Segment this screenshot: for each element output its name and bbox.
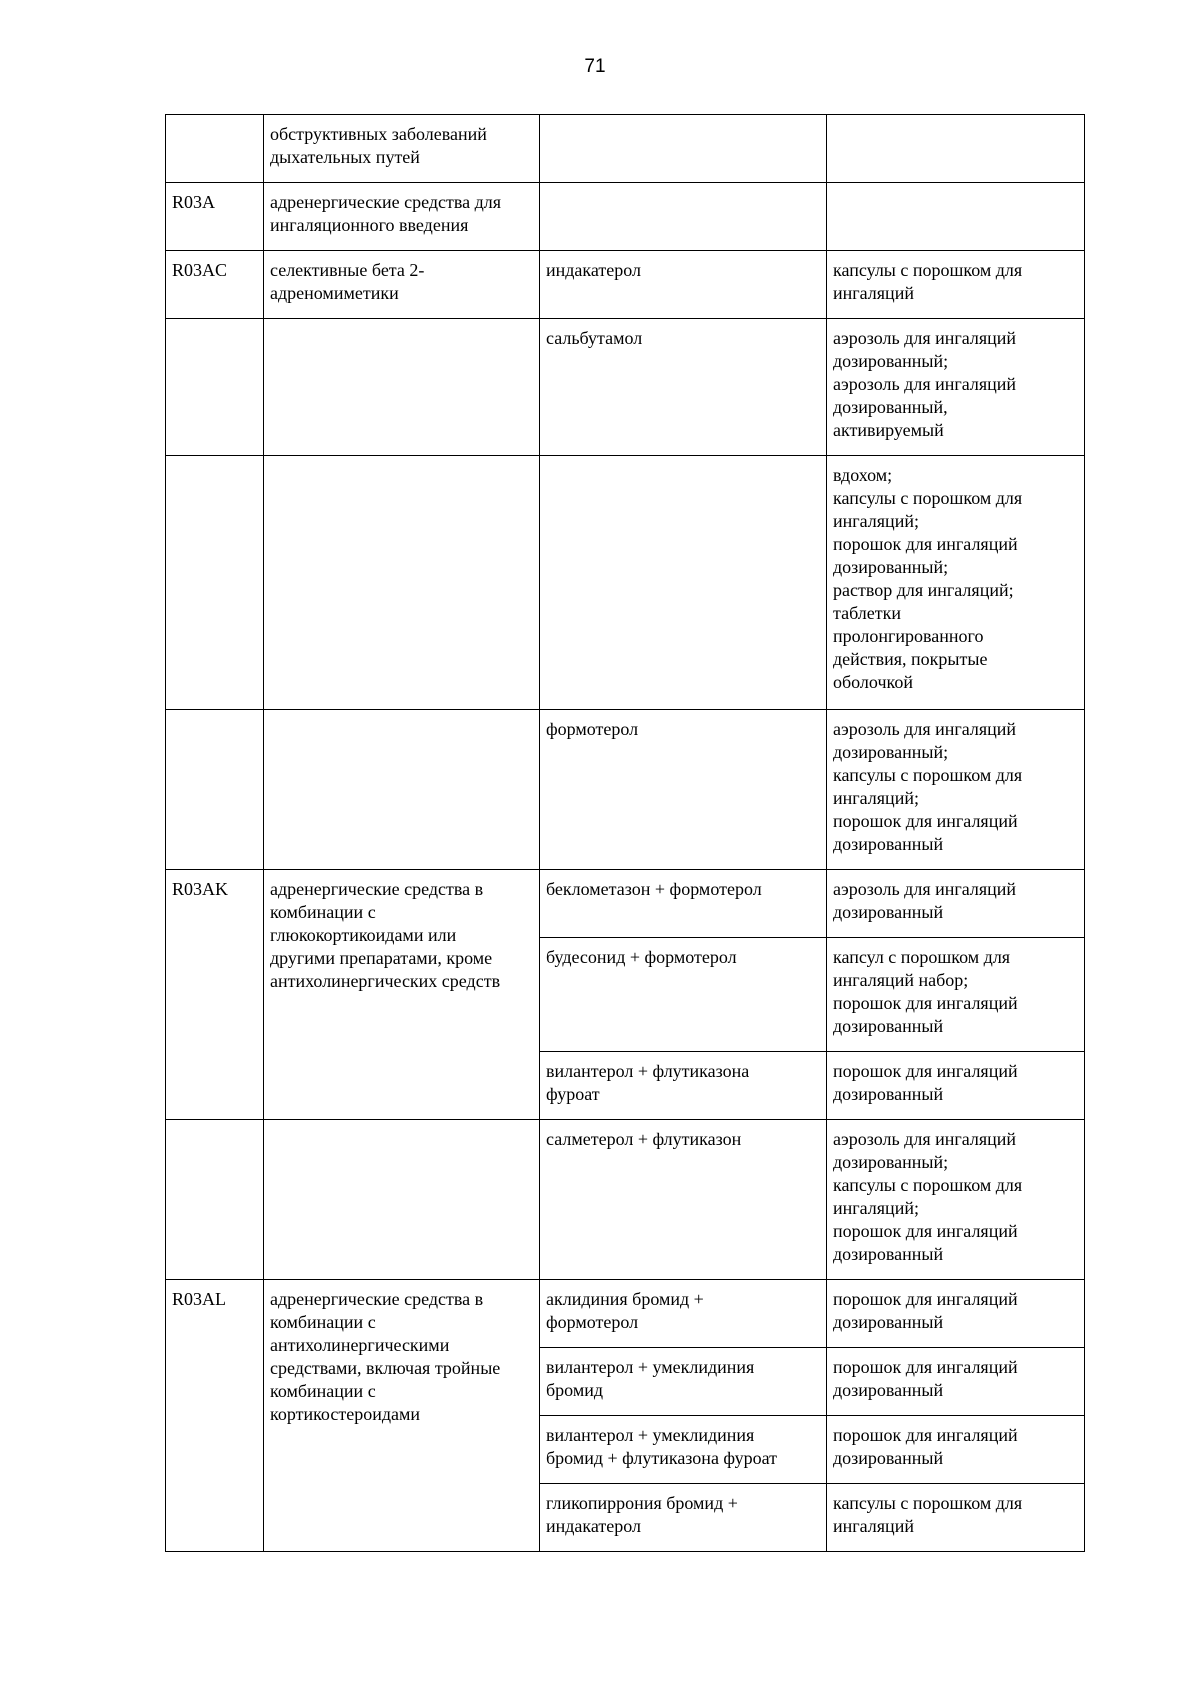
dosage-form-cell: аэрозоль для ингаляций дозированный; капсулы с порошком для ингаляций; порошок для ингаляций дозированный — [827, 1120, 1085, 1280]
table-row — [166, 456, 1085, 710]
table-row — [166, 115, 1085, 183]
drug-name-cell: вилантерол + умеклидиния бромид — [540, 1348, 827, 1416]
group-name-cell — [264, 319, 540, 456]
atc-code-cell: R03AC — [166, 251, 264, 319]
dosage-form-cell: порошок для ингаляций дозированный — [827, 1052, 1085, 1120]
group-name-cell — [264, 456, 540, 710]
drug-name-cell — [540, 115, 827, 183]
table-row — [166, 870, 1085, 938]
drug-name-cell: будесонид + формотерол — [540, 938, 827, 1052]
dosage-form-cell — [827, 183, 1085, 251]
dosage-form-cell: капсулы с порошком для ингаляций — [827, 1484, 1085, 1552]
dosage-form-cell: порошок для ингаляций дозированный — [827, 1280, 1085, 1348]
table-row — [166, 251, 1085, 319]
drug-name-cell: сальбутамол — [540, 319, 827, 456]
drug-name-cell: беклометазон + формотерол — [540, 870, 827, 938]
group-name-cell: адренергические средства в комбинации с антихолинергическими средствами, включая тройные комбинации с кортикостероидами — [264, 1280, 540, 1552]
dosage-form-cell: порошок для ингаляций дозированный — [827, 1416, 1085, 1484]
atc-code-cell — [166, 115, 264, 183]
drug-name-cell: вилантерол + умеклидиния бромид + флутиказона фуроат — [540, 1416, 827, 1484]
atc-code-cell — [166, 1120, 264, 1280]
page-number: 71 — [584, 56, 606, 77]
atc-code-cell — [166, 319, 264, 456]
group-name-cell: селективные бета 2- адреномиметики — [264, 251, 540, 319]
drug-name-cell: вилантерол + флутиказона фуроат — [540, 1052, 827, 1120]
drug-name-cell: формотерол — [540, 710, 827, 870]
dosage-form-cell — [827, 115, 1085, 183]
table-row — [166, 710, 1085, 870]
table-row — [166, 1280, 1085, 1348]
drug-name-cell — [540, 183, 827, 251]
atc-code-cell: R03AK — [166, 870, 264, 1120]
drug-name-cell: салметерол + флутиказон — [540, 1120, 827, 1280]
dosage-form-cell: порошок для ингаляций дозированный — [827, 1348, 1085, 1416]
atc-code-cell: R03AL — [166, 1280, 264, 1552]
drug-name-cell: индакатерол — [540, 251, 827, 319]
table-row — [166, 1120, 1085, 1280]
table-row — [166, 183, 1085, 251]
atc-code-cell — [166, 456, 264, 710]
group-name-cell: адренергические средства в комбинации с глюкокортикоидами или другими препаратами, кроме антихолинергических средств — [264, 870, 540, 1120]
atc-code-cell: R03A — [166, 183, 264, 251]
drug-name-cell — [540, 456, 827, 710]
atc-code-cell — [166, 710, 264, 870]
group-name-cell: обструктивных заболеваний дыхательных путей — [264, 115, 540, 183]
group-name-cell: адренергические средства для ингаляционного введения — [264, 183, 540, 251]
drug-name-cell: гликопиррония бромид + индакатерол — [540, 1484, 827, 1552]
dosage-form-cell: аэрозоль для ингаляций дозированный — [827, 870, 1085, 938]
dosage-form-cell: вдохом; капсулы с порошком для ингаляций; порошок для ингаляций дозированный; раствор для ингаляций; таблетки пролонгированного действия, покрытые оболочкой — [827, 456, 1085, 710]
dosage-form-cell: капсул с порошком для ингаляций набор; порошок для ингаляций дозированный — [827, 938, 1085, 1052]
drug-table — [165, 114, 1085, 1552]
group-name-cell — [264, 710, 540, 870]
table-row — [166, 319, 1085, 456]
dosage-form-cell: аэрозоль для ингаляций дозированный; капсулы с порошком для ингаляций; порошок для ингаляций дозированный — [827, 710, 1085, 870]
group-name-cell — [264, 1120, 540, 1280]
dosage-form-cell: капсулы с порошком для ингаляций — [827, 251, 1085, 319]
drug-name-cell: аклидиния бромид + формотерол — [540, 1280, 827, 1348]
dosage-form-cell: аэрозоль для ингаляций дозированный; аэрозоль для ингаляций дозированный, активируемый — [827, 319, 1085, 456]
